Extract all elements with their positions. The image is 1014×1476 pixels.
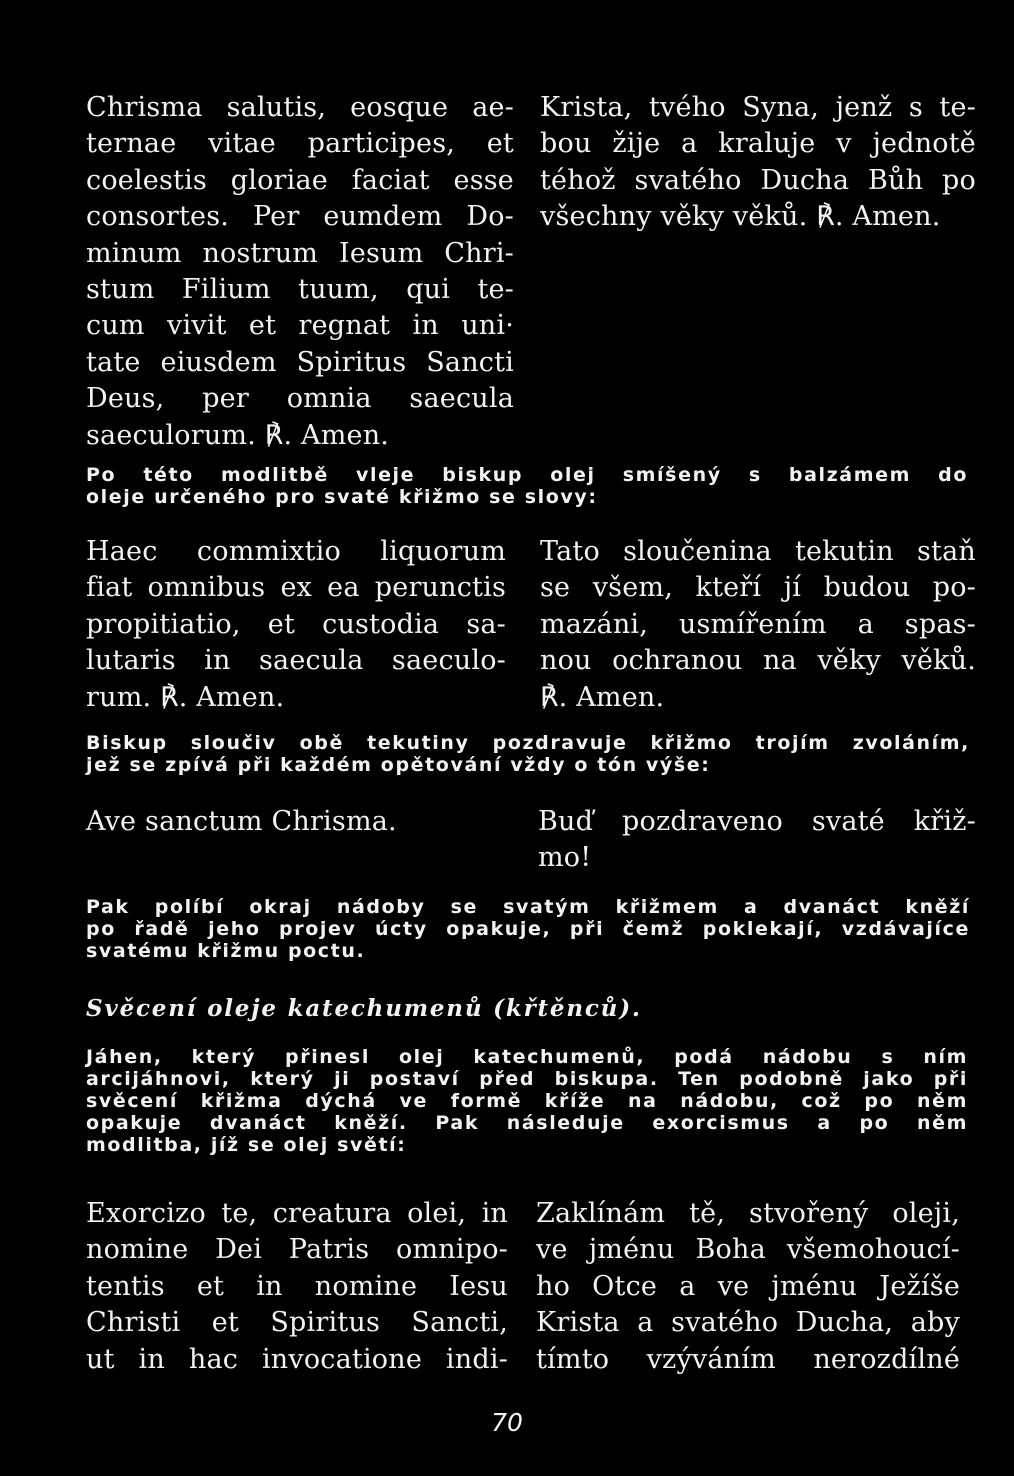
text-line: se všem, kteří jí budou po- (540, 572, 976, 604)
text-line: Haec commixtio liquorum (86, 536, 506, 567)
text-line: ut in hac invocatione indi- (86, 1343, 508, 1375)
text-line: Chrisma salutis, eosque ae- (86, 92, 514, 123)
text-line: minum nostrum Iesum Chri- (86, 237, 514, 269)
latin-acclamation (86, 804, 506, 840)
rubric-line: modlitba, jíž se olej světí: (86, 1134, 407, 1156)
text-line: Buď pozdraveno svaté křiž- (538, 806, 976, 837)
czech-prayer-1 (540, 90, 976, 236)
latin-prayer-1 (86, 90, 514, 454)
rubric-line: opakuje dvanáct kněží. Pak následuje exorcismus a po něm (86, 1112, 968, 1134)
section-heading: Svěcení oleje katechumenů (křtěnců). (86, 995, 642, 1022)
text-line: ve jménu Boha všemohoucí- (536, 1234, 960, 1266)
text-line: ho Otce a ve jménu Ježíše (536, 1270, 960, 1302)
text-line: coelestis gloriae faciat esse (86, 164, 514, 196)
page-number: 70 (491, 1408, 523, 1437)
text-line: Ave sanctum Chrisma. (86, 806, 397, 837)
text-line: lutaris in saecula saeculo- (86, 645, 506, 677)
text-line: saeculorum. ℟. Amen. (86, 419, 390, 451)
rubric-line: Biskup sloučiv obě tekutiny pozdravuje křižmo trojím zvoláním, (86, 732, 970, 754)
rubric-4 (86, 1046, 968, 1156)
text-line: tate eiusdem Spiritus Sancti (86, 346, 514, 378)
rubric-2 (86, 732, 970, 776)
rubric-line: svěcení křižma dýchá ve formě kříže na nádobu, což po něm (86, 1090, 968, 1112)
text-line: všechny věky věků. ℟. Amen. (540, 201, 941, 233)
text-line: Christi et Spiritus Sancti, (86, 1307, 508, 1339)
rubric-1 (86, 464, 968, 508)
text-line: bou žije a kraluje v jednotě (540, 128, 976, 160)
text-line: fiat omnibus ex ea perunctis (86, 572, 506, 604)
text-line: Deus, per omnia saecula (86, 383, 514, 415)
czech-acclamation (538, 804, 976, 877)
czech-exorcism (536, 1196, 960, 1378)
text-line: tentis et in nomine Iesu (86, 1270, 508, 1302)
latin-prayer-2 (86, 534, 506, 716)
text-line: nou ochranou na věky věků. (540, 645, 976, 677)
text-line: Krista, tvého Syna, jenž s te- (540, 92, 976, 123)
rubric-line: arcijáhnovi, který ji postaví před biskupa. Ten podobně jako při (86, 1068, 968, 1090)
rubric-line: svatému křižmu poctu. (86, 940, 366, 962)
text-line: Krista a svatého Ducha, aby (536, 1307, 960, 1339)
text-line: cum vivit et regnat in uni· (86, 310, 514, 342)
text-line: ℟. Amen. (540, 681, 665, 713)
rubric-line: po řadě jeho projev úcty opakuje, při čemž poklekají, vzdávajíce (86, 918, 970, 940)
rubric-line: oleje určeného pro svaté křižmo se slovy: (86, 486, 598, 508)
text-line: mo! (538, 842, 592, 874)
text-line: consortes. Per eumdem Do- (86, 201, 514, 233)
latin-exorcism (86, 1196, 508, 1378)
rubric-line: Po této modlitbě vleje biskup olej smíšený s balzámem do (86, 464, 968, 486)
rubric-line: Jáhen, který přinesl olej katechumenů, podá nádobu s ním (86, 1046, 968, 1068)
text-line: Zaklínám tě, stvořený oleji, (536, 1198, 960, 1229)
text-line: ternae vitae participes, et (86, 128, 514, 160)
text-line: Exorcizo te, creatura olei, in (86, 1198, 508, 1229)
text-line: nomine Dei Patris omnipo- (86, 1234, 508, 1266)
text-line: Tato sloučenina tekutin staň (540, 536, 976, 567)
text-line: mazáni, usmířením a spas- (540, 608, 976, 640)
rubric-3 (86, 896, 970, 962)
text-line: stum Filium tuum, qui te- (86, 274, 514, 306)
text-line: tímto vzýváním nerozdílné (536, 1343, 960, 1375)
text-line: téhož svatého Ducha Bůh po (540, 164, 976, 196)
rubric-line: jež se zpívá při každém opětování vždy o tón výše: (86, 754, 711, 776)
czech-prayer-2 (540, 534, 976, 716)
rubric-line: Pak políbí okraj nádoby se svatým křižmem a dvanáct kněží (86, 896, 970, 918)
text-line: propitiatio, et custodia sa- (86, 608, 506, 640)
text-line: rum. ℟. Amen. (86, 681, 285, 713)
